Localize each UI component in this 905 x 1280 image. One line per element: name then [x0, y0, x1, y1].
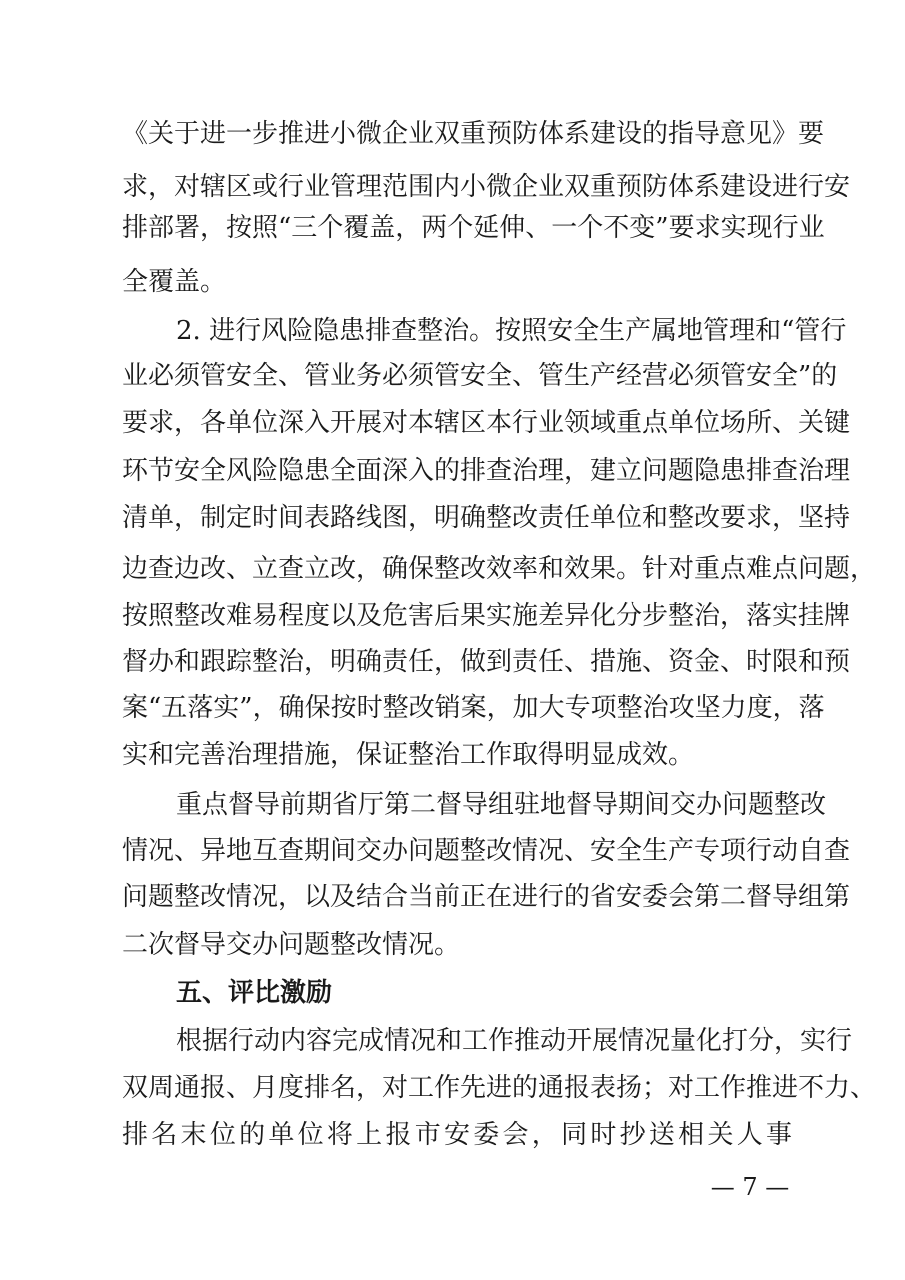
text-line: 按照整改难易程度以及危害后果实施差异化分步整治，落实挂牌	[122, 601, 851, 631]
text-line: 根据行动内容完成情况和工作推动开展情况量化打分，实行	[176, 1026, 853, 1056]
text-line: 边查边改、立查立改，确保整改效率和效果。针对重点难点问题，	[122, 554, 877, 584]
text-line: 要求，各单位深入开展对本辖区本行业领域重点单位场所、关键	[122, 408, 851, 438]
text-line: 案“五落实”，确保按时整改销案，加大专项整治攻坚力度，落	[122, 693, 825, 723]
text-line: 清单，制定时间表路线图，明确整改责任单位和整改要求，坚持	[122, 503, 851, 533]
text-line: 环节安全风险隐患全面深入的排查治理，建立问题隐患排查治理	[122, 456, 851, 486]
text-line: 实和完善治理措施，保证整治工作取得明显成效。	[122, 740, 695, 770]
text-line: 业必须管安全、管业务必须管安全、管生产经营必须管安全”的	[122, 361, 838, 391]
text-line: 求，对辖区或行业管理范围内小微企业双重预防体系建设进行安	[122, 172, 851, 202]
text-line: 二次督导交办问题整改情况。	[122, 930, 461, 960]
text-line: 全覆盖。	[122, 267, 227, 297]
text-line: 重点督导前期省厅第二督导组驻地督导期间交办问题整改	[176, 790, 827, 820]
text-line: 督办和跟踪整治，明确责任，做到责任、措施、资金、时限和预	[122, 647, 851, 677]
text-line: 情况、异地互查期间交办问题整改情况、安全生产专项行动自查	[122, 836, 851, 866]
text-line: 2. 进行风险隐患排查整治。按照安全生产属地管理和“管行	[176, 316, 847, 346]
text-line: 问题整改情况，以及结合当前正在进行的省安委会第二督导组第	[122, 882, 851, 912]
section-heading: 五、评比激励	[176, 978, 333, 1008]
text-line: 《关于进一步推进小微企业双重预防体系建设的指导意见》要	[122, 119, 825, 149]
text-line: 排部署，按照“三个覆盖，两个延伸、一个不变”要求实现行业	[122, 213, 825, 243]
page-number: — 7 —	[710, 1173, 790, 1201]
text-line: 双周通报、月度排名，对工作先进的通报表扬；对工作推进不力、	[122, 1073, 877, 1103]
text-line: 排名末位的单位将上报市安委会，同时抄送相关人事	[122, 1120, 792, 1150]
